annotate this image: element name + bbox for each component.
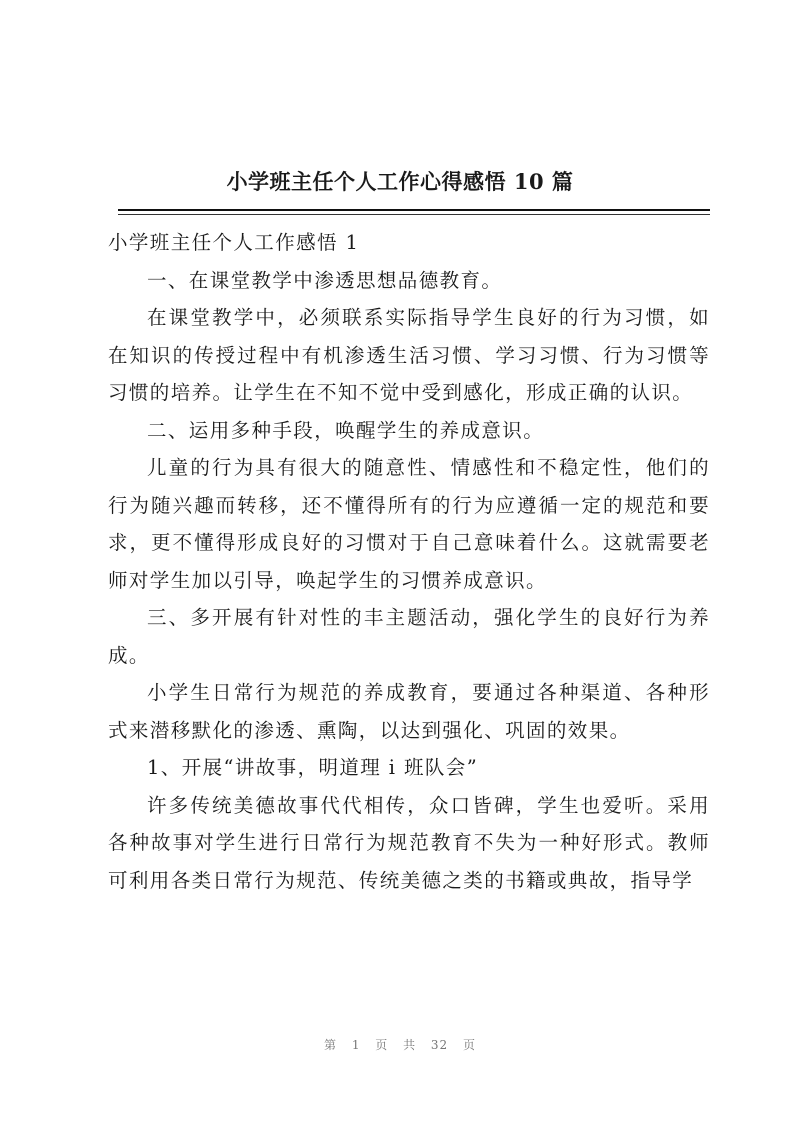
- paragraph-body-3: 小学生日常行为规范的养成教育，要通过各种渠道、各种形式来潜移默化的渗透、熏陶，以达到强化、巩固的效果。: [108, 681, 710, 742]
- paragraph-body-2: 儿童的行为具有很大的随意性、情感性和不稳定性，他们的行为随兴趣而转移，还不懂得所有的行为应遵循一定的规范和要求，更不懂得形成良好的习惯对于自己意味着什么。这就需要老师对学生加以引导，唤起学生的习惯养成意识。: [108, 456, 710, 592]
- document-body: [108, 224, 710, 899]
- title-divider-thick: [118, 209, 710, 211]
- paragraph-heading-2: 二、运用多种手段，唤醒学生的养成意识。: [147, 418, 545, 442]
- paragraph-body-1: 在课堂教学中，必须联系实际指导学生良好的行为习惯，如在知识的传授过程中有机渗透生活习惯、学习习惯、行为习惯等习惯的培养。让学生在不知不觉中受到感化，形成正确的认识。: [108, 306, 710, 404]
- title-divider-thin: [118, 214, 710, 215]
- section-heading: 小学班主任个人工作感悟 1: [108, 231, 360, 254]
- paragraph-heading-3: 三、多开展有针对性的丰主题活动，强化学生的良好行为养成。: [108, 606, 710, 667]
- paragraph-subheading-1: 1、开展“讲故事，明道理 i 班队会”: [147, 756, 479, 779]
- document-title: 小学班主任个人工作心得感悟 10 篇: [226, 169, 574, 194]
- paragraph-heading-1: 一、在课堂教学中渗透思想品德教育。: [147, 268, 503, 292]
- paragraph-body-4: 许多传统美德故事代代相传，众口皆碑，学生也爱听。采用各种故事对学生进行日常行为规范教育不失为一种好形式。教师可利用各类日常行为规范、传统美德之类的书籍或典故，指导学: [108, 793, 710, 892]
- page-number-footer: 第 1 页 共 32 页: [324, 1038, 476, 1052]
